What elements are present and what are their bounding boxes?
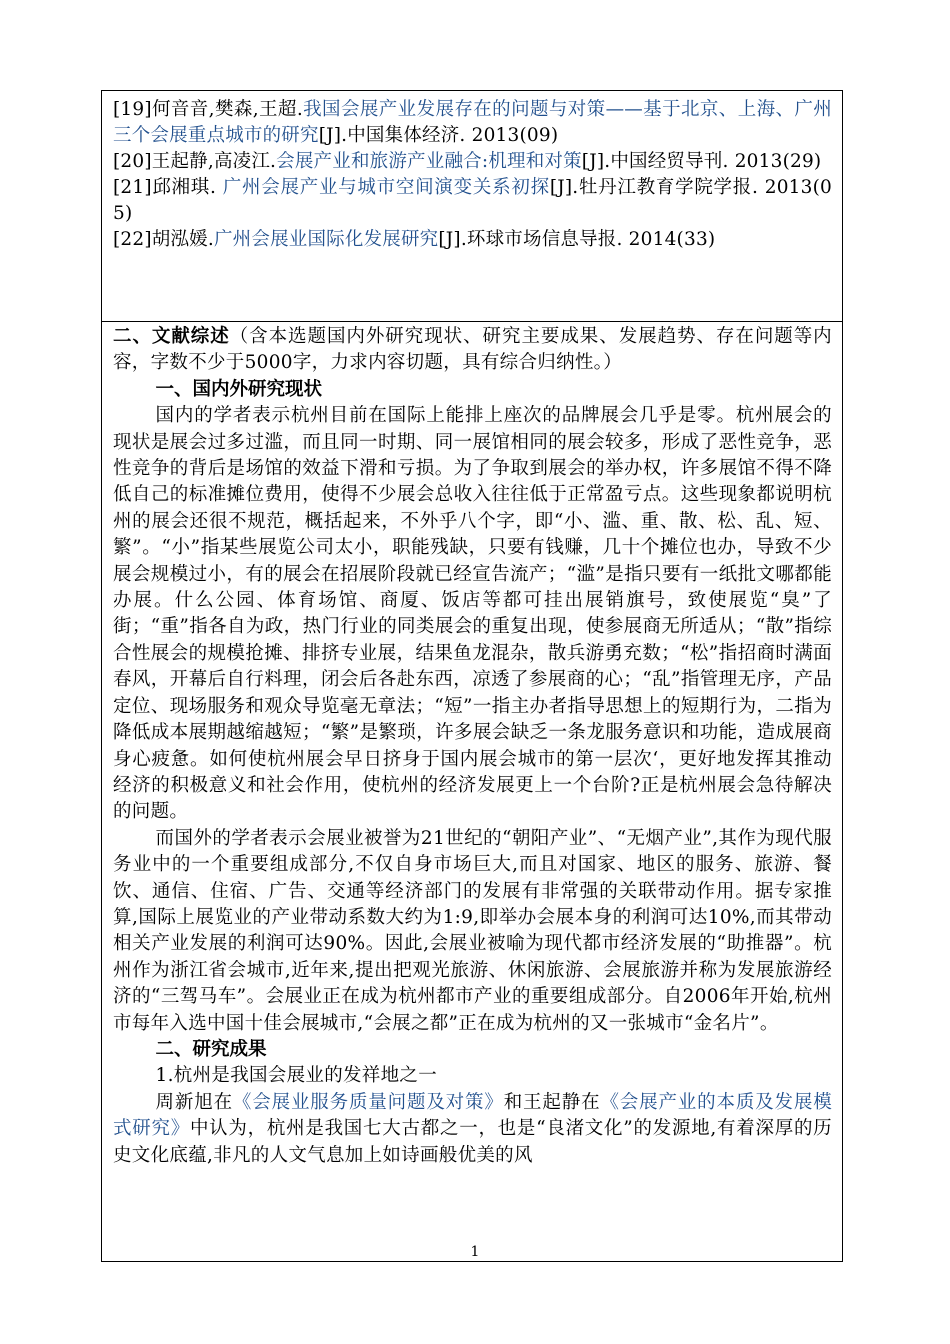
paragraph-domestic-research: 国内的学者表示杭州目前在国际上能排上座次的品牌展会几乎是零。杭州展会的现状是展会过多过滥，而且同一时期、同一展馆相同的展会较多，形成了恶性竞争，恶性竞争的背后是场馆的效益下滑和亏损。为了争取到展会的举办权，许多展馆不得不降低自己的标准摊位费用，使得不少展会总收入往往低于正常盈亏点。这些现象都说明杭州的展会还很不规范，概括起来，不外乎八个字，即“小、滥、重、散、松、乱、短、繁”。“小”指某些展览公司太小，职能残缺，只要有钱赚，几十个摊位也办，导致不少展会规模过小，有的展会在招展阶段就已经宣告流产；“滥”是指只要有一纸批文哪都能办展。什么公园、体育场馆、商厦、饭店等都可挂出展销旗号，致使展览“臭”了街；“重”指各自为政，热门行业的同类展会的重复出现，使参展商无所适从；“散”指综合性展会的规模抢摊、排挤专业展，结果鱼龙混杂，散兵游勇充数；“松”指招商时满面春风，开幕后自行料理，闭会后各赴东西，凉透了参展商的心；“乱”指管理无序，产品定位、现场服务和观众导览毫无章法；“短”一指主办者指导思想上的短期行为，二指为降低成本展期越缩越短；“繁”是繁琐，许多展会缺乏一条龙服务意识和功能，造成展商身心疲惫。如何使杭州展会早日挤身于国内展会城市的第一层次‘，更好地发挥其推动经济的积极意义和社会作用，使杭州的经济发展更上一个台阶?正是杭州展会急待解决的问题。 — [113, 405, 832, 823]
reference-title-link[interactable]: 会展产业和旅游产业融合:机理和对策 — [276, 151, 582, 172]
reference-authors: 何音音,樊森,王超. — [151, 99, 303, 120]
reference-number: [21] — [113, 177, 152, 198]
literature-review-cell — [101, 322, 843, 1262]
section-title-research-status: 一、国内外研究现状 — [155, 378, 323, 400]
reference-21 — [113, 175, 832, 227]
reference-title-link[interactable]: 广州会展产业与城市空间演变关系初探 — [222, 177, 550, 198]
page-number: 1 — [470, 1244, 480, 1260]
paragraph-foreign-research: 而国外的学者表示会展业被誉为21世纪的“朝阳产业”、“无烟产业”,其作为现代服务业中的一个重要组成部分,不仅自身市场巨大,而且对国家、地区的服务、旅游、餐饮、通信、住宿、广告、交通等经济部门的发展有非常强的关联带动作用。据专家推算,国际上展览业的产业带动系数大约为1:9,即举办会展本身的利润可达10%,而其带动相关产业发展的利润可达90%。因此,会展业被喻为现代都市经济发展的“助推器”。杭州作为浙江省会城市,近年来,提出把观光旅游、休闲旅游、会展旅游并称为发展旅游经济的“三驾马车”。会展业正在成为杭州都市产业的重要组成部分。自2006年开始,杭州市每年入选中国十佳会展城市,“会展之都”正在成为杭州的又一张城市“金名片”。 — [113, 827, 832, 1034]
review-heading-note: （含本选题国内外研究现状、研究主要成果、发展趋势、存在问题等内容，字数不少于5000字，力求内容切题，具有综合归纳性。） — [113, 326, 832, 374]
section-title-research-results: 二、研究成果 — [155, 1038, 267, 1060]
review-heading-title: 二、文献综述 — [113, 326, 230, 347]
reference-source: [J].中国经贸导刊. 2013(29) — [581, 151, 822, 172]
reference-title-link[interactable]: 我国会展产业发展存在的问题与对策——基于北京、上海、广州三个会展重点城市的研究 — [113, 99, 832, 146]
reference-source: [J].中国集体经济. 2013(09) — [318, 125, 559, 146]
paragraph-hangzhou-origin: 周新旭在《会展业服务质量问题及对策》和王起静在《会展产业的本质及发展模式研究》中认为，杭州是我国七大古都之一，也是“良渚文化”的发源地,有着深厚的历史文化底蕴,非凡的人文气息加上如诗画般优美的风 — [113, 1091, 832, 1166]
references-cell — [101, 90, 843, 322]
reference-authors: 胡泓媛. — [151, 229, 214, 250]
subsection-title-hangzhou-origin: 1.杭州是我国会展业的发祥地之一 — [155, 1065, 437, 1087]
reference-number: [19] — [113, 99, 152, 120]
reference-title-link[interactable]: 广州会展业国际化发展研究 — [213, 229, 439, 250]
reference-20 — [113, 149, 832, 175]
book-link-industry-nature[interactable]: 《会展产业的本质及发展模式研究》 — [113, 1091, 832, 1140]
reference-source: [J].牡丹江教育学院学报. 2013(05) — [113, 177, 832, 224]
reference-source: [J].环球市场信息导报. 2014(33) — [438, 229, 716, 250]
reference-number: [20] — [113, 151, 152, 172]
book-link-service-quality[interactable]: 《会展业服务质量问题及对策》 — [232, 1091, 504, 1113]
reference-number: [22] — [113, 229, 152, 250]
reference-authors: 王起静,高凌江. — [151, 151, 277, 172]
reference-22 — [113, 227, 832, 253]
reference-authors: 邱湘琪. — [151, 177, 217, 198]
review-heading — [113, 324, 832, 377]
reference-19 — [113, 97, 832, 149]
